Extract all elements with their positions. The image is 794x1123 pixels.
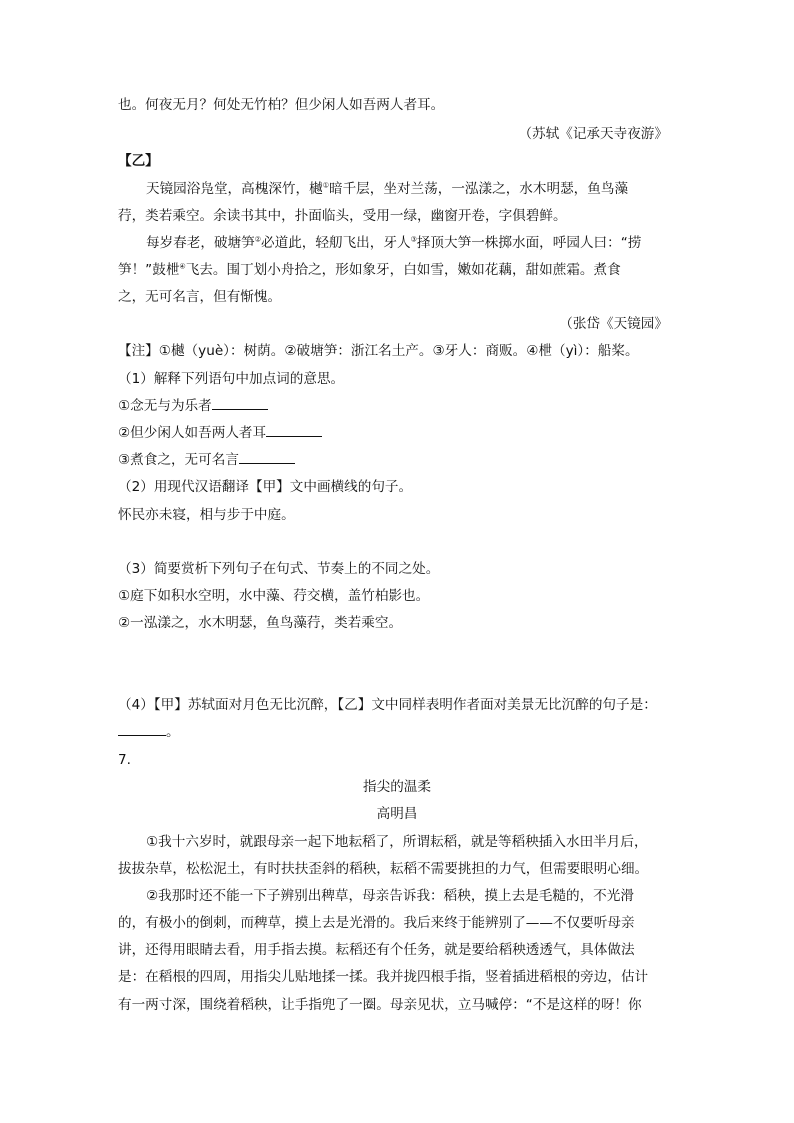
jia-source: （苏轼《记承天寺夜游》 [518, 126, 668, 142]
question-3: （3）简要赏析下列句子在句式、节奏上的不同之处。 [118, 561, 440, 577]
answer-blank[interactable] [118, 723, 166, 736]
article-paragraph-2-line-5: 有一两寸深，围绕着稻秧，让手指兜了一圈。母亲见状，立马喊停：“不是这样的呀！你 [118, 997, 642, 1013]
question-2-sentence: 怀民亦未寝，相与步于中庭。 [118, 507, 295, 523]
question-1-item-b: ②但少闲人如吾两人者耳 [118, 423, 322, 443]
article-paragraph-1-line-2: 拔拔杂草，松松泥土，有时扶扶歪斜的稻秧，耘稻不需要挑担的力气，但需要眼明心细。 [118, 861, 649, 877]
answer-blank[interactable] [239, 451, 295, 464]
question-1: （1）解释下列语句中加点词的意思。 [118, 371, 345, 387]
yi-paragraph-2-line-2: 笋！”鼓枻④飞去。围丁划小舟拾之，形如象牙，白如雪，嫩如花藕，甜如蔗霜。煮食 [118, 262, 621, 278]
question-4-answer-line: 。 [118, 722, 180, 742]
article-paragraph-2-line-3: 讲，还得用眼睛去看，用手指去摸。耘稻还有个任务，就是要给稻秧透透气，具体做法 [118, 942, 635, 958]
question-2: （2）用现代汉语翻译【甲】文中画横线的句子。 [118, 479, 413, 495]
article-paragraph-2-line-2: 的，有极小的倒刺，而稗草，摸上去是光滑的。我后来终于能辨别了——不仅要听母亲 [118, 915, 635, 931]
yi-paragraph-1-line-1: 天镜园浴凫堂，高槐深竹，樾①暗千层，坐对兰荡，一泓漾之，水木明瑟，鱼鸟藻 [146, 181, 629, 197]
answer-blank[interactable] [212, 397, 268, 410]
annotation-notes: 【注】①樾（yuè）：树荫。②破塘笋：浙江名土产。③牙人：商贩。④枻（yì）：船桨。 [118, 343, 639, 359]
question-3-item-b: ②一泓漾之，水木明瑟，鱼鸟藻荇，类若乘空。 [118, 615, 403, 631]
question-4: （4）【甲】苏轼面对月色无比沉醉，【乙】文中同样表明作者面对美景无比沉醉的句子是： [118, 697, 657, 713]
yi-label: 【乙】 [118, 153, 159, 169]
yi-paragraph-2-line-1: 每岁春老，破塘笋②必道此，轻舠飞出，牙人③择顶大笋一株掷水面，呼园人曰：“捞 [146, 235, 642, 251]
question-1-item-c: ③煮食之，无可名言 [118, 450, 295, 470]
article-paragraph-2-line-4: 是：在稻根的四周，用指尖儿贴地揉一揉。我并拢四根手指，竖着插进稻根的旁边，估计 [118, 969, 649, 985]
answer-blank[interactable] [266, 424, 322, 437]
article-author: 高明昌 [376, 806, 418, 822]
article-paragraph-2-line-1: ②我那时还不能一下子辨别出稗草，母亲告诉我：稻秧，摸上去是毛糙的，不光滑 [146, 888, 634, 904]
yi-source: （张岱《天镜园》 [559, 316, 668, 332]
article-paragraph-1-line-1: ①我十六岁时，就跟母亲一起下地耘稻了，所谓耘稻，就是等稻秧插入水田半月后， [146, 834, 648, 850]
article-title: 指尖的温柔 [363, 779, 431, 795]
question-1-item-a: ①念无与为乐者 [118, 396, 268, 416]
jia-ending-text: 也。何夜无月？何处无竹柏？但少闲人如吾两人者耳。 [118, 97, 445, 113]
question-3-item-a: ①庭下如积水空明，水中藻、荇交横，盖竹柏影也。 [118, 588, 430, 604]
yi-paragraph-2-line-3: 之，无可名言，但有惭愧。 [118, 289, 282, 305]
yi-paragraph-1-line-2: 荇，类若乘空。余读书其中，扑面临头，受用一绿，幽窗开卷，字俱碧鲜。 [118, 208, 567, 224]
question-number: 7. [118, 752, 131, 768]
